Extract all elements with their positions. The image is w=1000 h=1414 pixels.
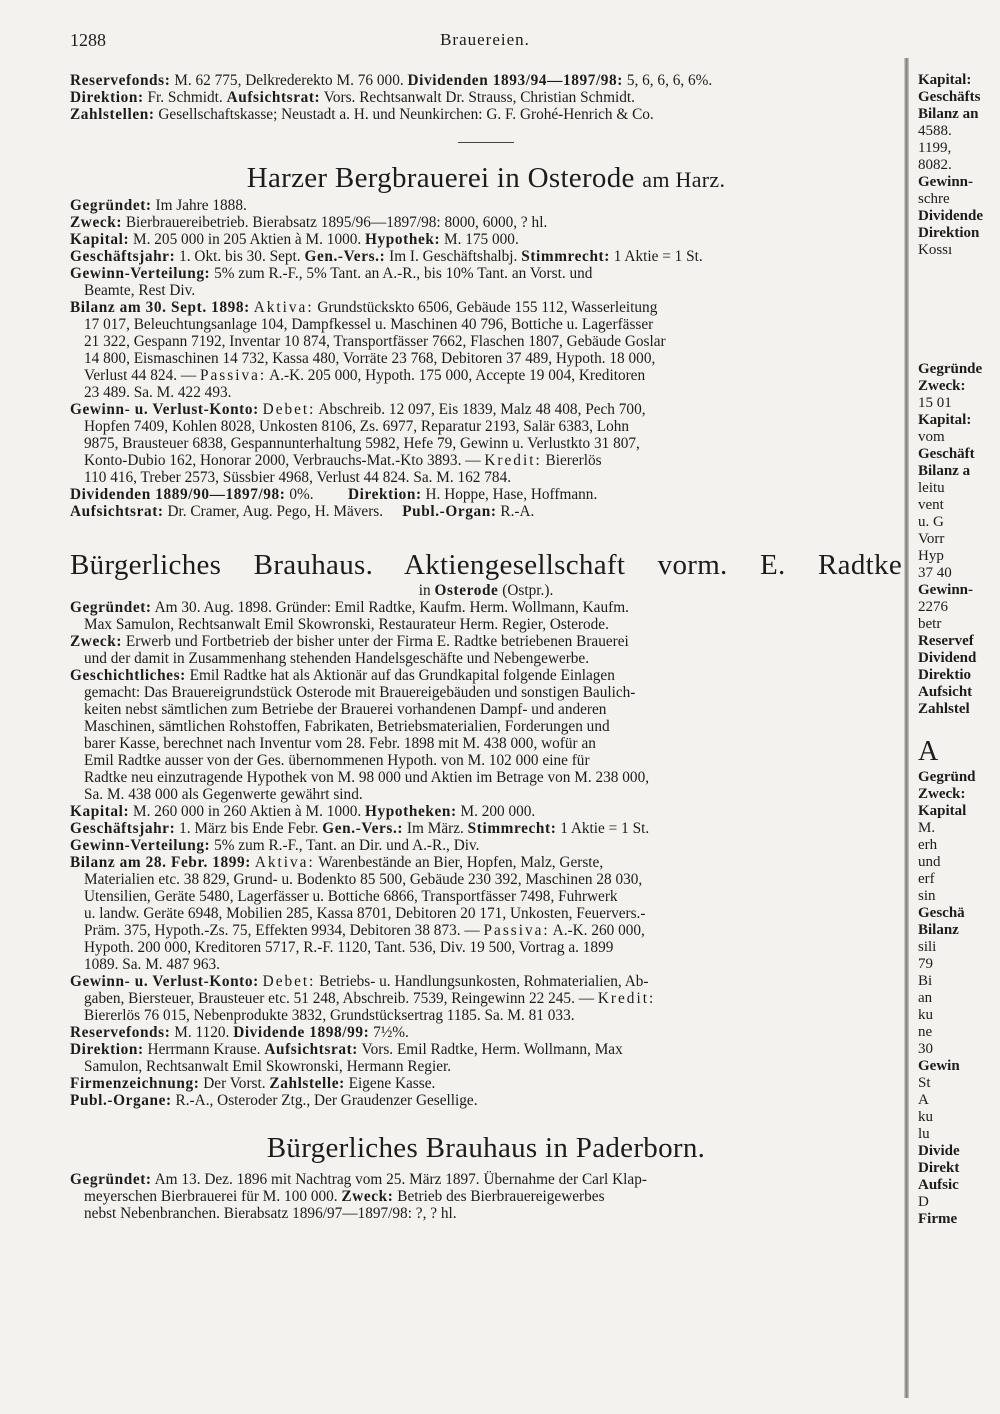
adjacent-page-line: Divide	[918, 1143, 960, 1159]
previous-entry-tail	[70, 72, 902, 123]
adjacent-page-line: 15 01	[918, 395, 952, 411]
adjacent-page-line: D	[918, 1194, 929, 1210]
adjacent-page-line: Bilanz an	[918, 106, 979, 122]
entry-subtitle: in Osterode (Ostpr.).	[418, 582, 554, 599]
entry-buergerliches-brauhaus-osterode: Bürgerliches Brauhaus. Aktiengesellschaft vorm. E. Radtke in Osterode (Ostpr.). Gegründet: Am 30. Aug. 1898. Gründer: Emil Radtke, Kaufm. Herm. Wollmann, Kaufm. Max Samulon, Rechtsanwalt Emil Skowronski, Restaurateur Herm. Regier, Osterode. Zweck: Erwerb und Fortbetrieb der bisher unter der Firma E. Radtke betriebenen Brauerei und der damit in Zusammenhang stehenden Handelsgeschäfte und Nebengewerbe. Geschichtliches: Emil Radtke hat als Aktionär auf das Grundkapital folgende Einlagen gemacht: Das Brauereigrundstück Osterode mit Brauereigebäuden und sonstigen Baulich- keiten nebst sämtlichen zum Betriebe der Brauerei vorhandenen Dampf- und anderen Maschinen, sämtlichen Rohstoffen, Fabrikaten, Betriebsmaterialien, Forderungen und barer Kasse, berechnet nach Inventur vom 28. Febr. 1898 mit M. 438 000, wofür an Emil Radtke ausser von der Ges. übernommenen Hypoth. von M. 102 000 eine für Radtke neu einzutragende Hypothek von M. 98 000 und Aktien im Betrage von M. 238 000, Sa. M. 438 000 als Gegenwerte gewährt sind. Kapital: M. 260 000 in 260 Aktien à M. 1000. Hypotheken: M. 200 000. Geschäftsjahr: 1. März bis Ende Febr. Gen.-Vers.: Im März. Stimmrecht: 1 Aktie = 1 St. Gewinn-Verteilung: 5% zum R.-F., Tant. an Dir. und A.-R., Div. Bilanz am 28. Febr. 1899: Aktiva: Warenbestände an Bier, Hopfen, Malz, Gerste, Materialien etc. 38 829, Grund- u. Bodenkto 85 500, Gebäude 230 392, Maschinen 28 030, Utensilien, Geräte 5480, Lagerfässer u. Bottiche 6866, Transportfässer 7498, Fuhrwerk u. landw. Geräte 6948, Mobilien 285, Kassa 8701, Debitoren 20 171, Unkosten, Feuervers.- Präm. 375, Hypoth.-Zs. 75, Effekten 9934, Debitoren 38 873. — Passiva: A.-K. 260 000, Hypoth. 200 000, Kreditoren 5717, R.-F. 1120, Tant. 536, Div. 19 500, Vortrag a. 1899 1089. Sa. M. 487 963. Gewinn- u. Verlust-Konto: Debet: Betriebs- u. Handlungsunkosten, Rohmaterialien, Ab- gaben, Biersteuer, Brausteuer etc. 51 248, Abschreib. 7539, Reingewinn 22 245. — Kredit: Biererlös 76 015, Nebenprodukte 3832, Grundstücksertrag 1185. Sa. M. 81 033. Reservefonds: M. 1120. Dividende 1898/99: 7½%. Direktion: Herrmann Krause. Aufsichtsrat: Vors. Emil Radtke, Herm. Wollmann, Max Samulon, Rechtsanwalt Emil Skowronski, Hermann Regier. Firmenzeichnung: Der Vorst. Zahlstelle: Eigene Kasse. Publ.-Organe: R.-A., Osteroder Ztg., Der Graudenzer Gesellige.	[70, 549, 902, 1109]
adjacent-page-line: M.	[918, 820, 936, 836]
adjacent-page-line: Direktio	[918, 667, 972, 683]
entry-title: Bürgerliches Brauhaus. Aktiengesellschaft vorm. E. Radtke	[70, 549, 902, 581]
adjacent-page-line: Bi	[918, 973, 933, 989]
adjacent-page-line: betr	[918, 616, 942, 632]
adjacent-page-line: Firme	[918, 1211, 958, 1227]
adjacent-page-line: Gewinn-	[918, 174, 974, 190]
adjacent-page-line: u. G	[918, 514, 944, 530]
adjacent-page-line: Reservef	[918, 633, 974, 649]
adjacent-page-line: A	[918, 736, 939, 767]
adjacent-page-line: lu	[918, 1126, 930, 1142]
adjacent-page-line	[918, 310, 1000, 327]
line: Reservefonds: M. 62 775, Delkrederekto M. 76 000. Dividenden 1893/94—1897/98: 5, 6, 6, 6, 6%.	[70, 72, 713, 89]
adjacent-page-line: erh	[918, 837, 938, 853]
line: Zahlstellen: Gesellschaftskasse; Neustadt a. H. und Neunkirchen: G. F. Grohé-Henrich & Co.	[70, 106, 654, 123]
adjacent-page-line: Zweck:	[918, 378, 966, 394]
adjacent-page-line: Zahlstel	[918, 701, 970, 717]
adjacent-page-line: Kapital:	[918, 412, 972, 428]
adjacent-page-line: erf	[918, 871, 935, 887]
adjacent-page-line: 2276	[918, 599, 948, 615]
adjacent-page-line: an	[918, 990, 933, 1006]
adjacent-page-line: A	[918, 1092, 929, 1108]
adjacent-page-line: Hyp	[918, 548, 944, 564]
adjacent-page-line: Gegründe	[918, 361, 983, 377]
adjacent-page-line: ku	[918, 1007, 933, 1023]
adjacent-page-line: vom	[918, 429, 945, 445]
adjacent-page-line: Direktion	[918, 225, 980, 241]
adjacent-page-line: leitu	[918, 480, 945, 496]
adjacent-page-line: ku	[918, 1109, 933, 1125]
adjacent-page-line	[918, 327, 1000, 344]
adjacent-page-line: Kapital	[918, 803, 967, 819]
adjacent-page-line: 8082.	[918, 157, 952, 173]
adjacent-page-line: Geschäfts	[918, 89, 981, 105]
entry-title: Harzer Bergbrauerei in Osterode am Harz.	[246, 162, 726, 194]
adjacent-page-line: Aufsicht	[918, 684, 973, 700]
adjacent-page-line: 37 40	[918, 565, 952, 581]
adjacent-page-line: Dividende	[918, 208, 984, 224]
adjacent-page-line	[918, 259, 1000, 276]
page-number: 1288	[70, 30, 106, 50]
adjacent-page-column	[918, 72, 1000, 1228]
adjacent-page-line: Gewin	[918, 1058, 960, 1074]
adjacent-page-line	[918, 293, 1000, 310]
adjacent-page-line: 4588.	[918, 123, 952, 139]
adjacent-page-line: Aufsic	[918, 1177, 959, 1193]
adjacent-page-line: Kossı	[918, 242, 953, 258]
adjacent-page-line: St	[918, 1075, 931, 1091]
running-title: Brauereien.	[440, 30, 530, 49]
adjacent-page-line: 30	[918, 1041, 933, 1057]
adjacent-page-line: ne	[918, 1024, 933, 1040]
adjacent-page-line	[918, 344, 1000, 361]
main-column	[70, 72, 902, 1222]
adjacent-page-line: 1199,	[918, 140, 952, 156]
adjacent-page-line: Gegründ	[918, 769, 976, 785]
entry-buergerliches-brauhaus-paderborn: Bürgerliches Brauhaus in Paderborn. Gegründet: Am 13. Dez. 1896 mit Nachtrag vom 25. März 1897. Übernahme der Carl Klap- meyerschen Bierbrauerei für M. 100 000. Zweck: Betrieb des Bierbrauereigewerbes nebst Nebenbranchen. Bierabsatz 1896/97—1897/98: ?, ? hl.	[70, 1131, 902, 1222]
adjacent-page-line: Gewinn-	[918, 582, 974, 598]
adjacent-page-line: Direkt	[918, 1160, 960, 1176]
adjacent-page-line: Vorr	[918, 531, 945, 547]
adjacent-page-line	[918, 718, 1000, 735]
page-fold-shadow	[904, 58, 909, 1398]
adjacent-page-line: Geschä	[918, 905, 965, 921]
adjacent-page-line: schre	[918, 191, 950, 207]
adjacent-page-line: vent	[918, 497, 944, 513]
adjacent-page-line: Geschäft	[918, 446, 975, 462]
adjacent-page-line: sin	[918, 888, 936, 904]
adjacent-page-line: sili	[918, 939, 937, 955]
adjacent-page-line: Bilanz a	[918, 463, 971, 479]
adjacent-page-line: und	[918, 854, 941, 870]
adjacent-page-line: 79	[918, 956, 933, 972]
adjacent-page-line: Dividend	[918, 650, 977, 666]
line: Direktion: Fr. Schmidt. Aufsichtsrat: Vors. Rechtsanwalt Dr. Strauss, Christian Schmidt.	[70, 89, 635, 106]
page-header	[70, 30, 900, 56]
adjacent-page-line	[918, 276, 1000, 293]
adjacent-page-line: Bilanz	[918, 922, 959, 938]
adjacent-page-line: Zweck:	[918, 786, 966, 802]
entry-harzer-bergbrauerei: Harzer Bergbrauerei in Osterode am Harz. Gegründet: Im Jahre 1888. Zweck: Bierbrauereibetrieb. Bierabsatz 1895/96—1897/98: 8000, 6000, ? hl. Kapital: M. 205 000 in 205 Aktien à M. 1000. Hypothek: M. 175 000. Geschäftsjahr: 1. Okt. bis 30. Sept. Gen.-Vers.: Im I. Geschäftshalbj. Stimmrecht: 1 Aktie = 1 St. Gewinn-Verteilung: 5% zum R.-F., 5% Tant. an A.-R., bis 10% Tant. an Vorst. und Beamte, Rest Div. Bilanz am 30. Sept. 1898: Aktiva: Grundstückskto 6506, Gebäude 155 112, Wasserleitung 17 017, Beleuchtungsanlage 104, Dampfkessel u. Maschinen 40 796, Bottiche u. Lagerfässer 21 322, Gespann 7192, Inventar 10 874, Transportfässer 7662, Flaschen 1807, Gebäude Goslar 14 800, Eismaschinen 14 732, Kassa 480, Vorräte 23 768, Debitoren 37 489, Hypoth. 18 000, Verlust 44 824. — Passiva: A.-K. 205 000, Hypoth. 175 000, Accepte 19 004, Kreditoren 23 489. Sa. M. 422 493. Gewinn- u. Verlust-Konto: Debet: Abschreib. 12 097, Eis 1839, Malz 48 408, Pech 700, Hopfen 7409, Kohlen 8028, Unkosten 8106, Zs. 6977, Reparatur 2193, Salär 6383, Lohn 9875, Brausteuer 6838, Gespannunterhaltung 5982, Hefe 79, Gewinn u. Verlustkto 31 807, Konto-Dubio 162, Honorar 2000, Verbrauchs-Mat.-Kto 3893. — Kredit: Biererlös 110 416, Treber 2573, Süssbier 4968, Verlust 44 824. Sa. M. 162 784. Dividenden 1889/90—1897/98: 0%. Direktion: H. Hoppe, Hase, Hoffmann. Aufsichtsrat: Dr. Cramer, Aug. Pego, H. Mävers. Publ.-Organ: R.-A.	[70, 161, 902, 520]
adjacent-page-line: Kapital:	[918, 72, 972, 88]
entry-title: Bürgerliches Brauhaus in Paderborn.	[266, 1132, 706, 1164]
